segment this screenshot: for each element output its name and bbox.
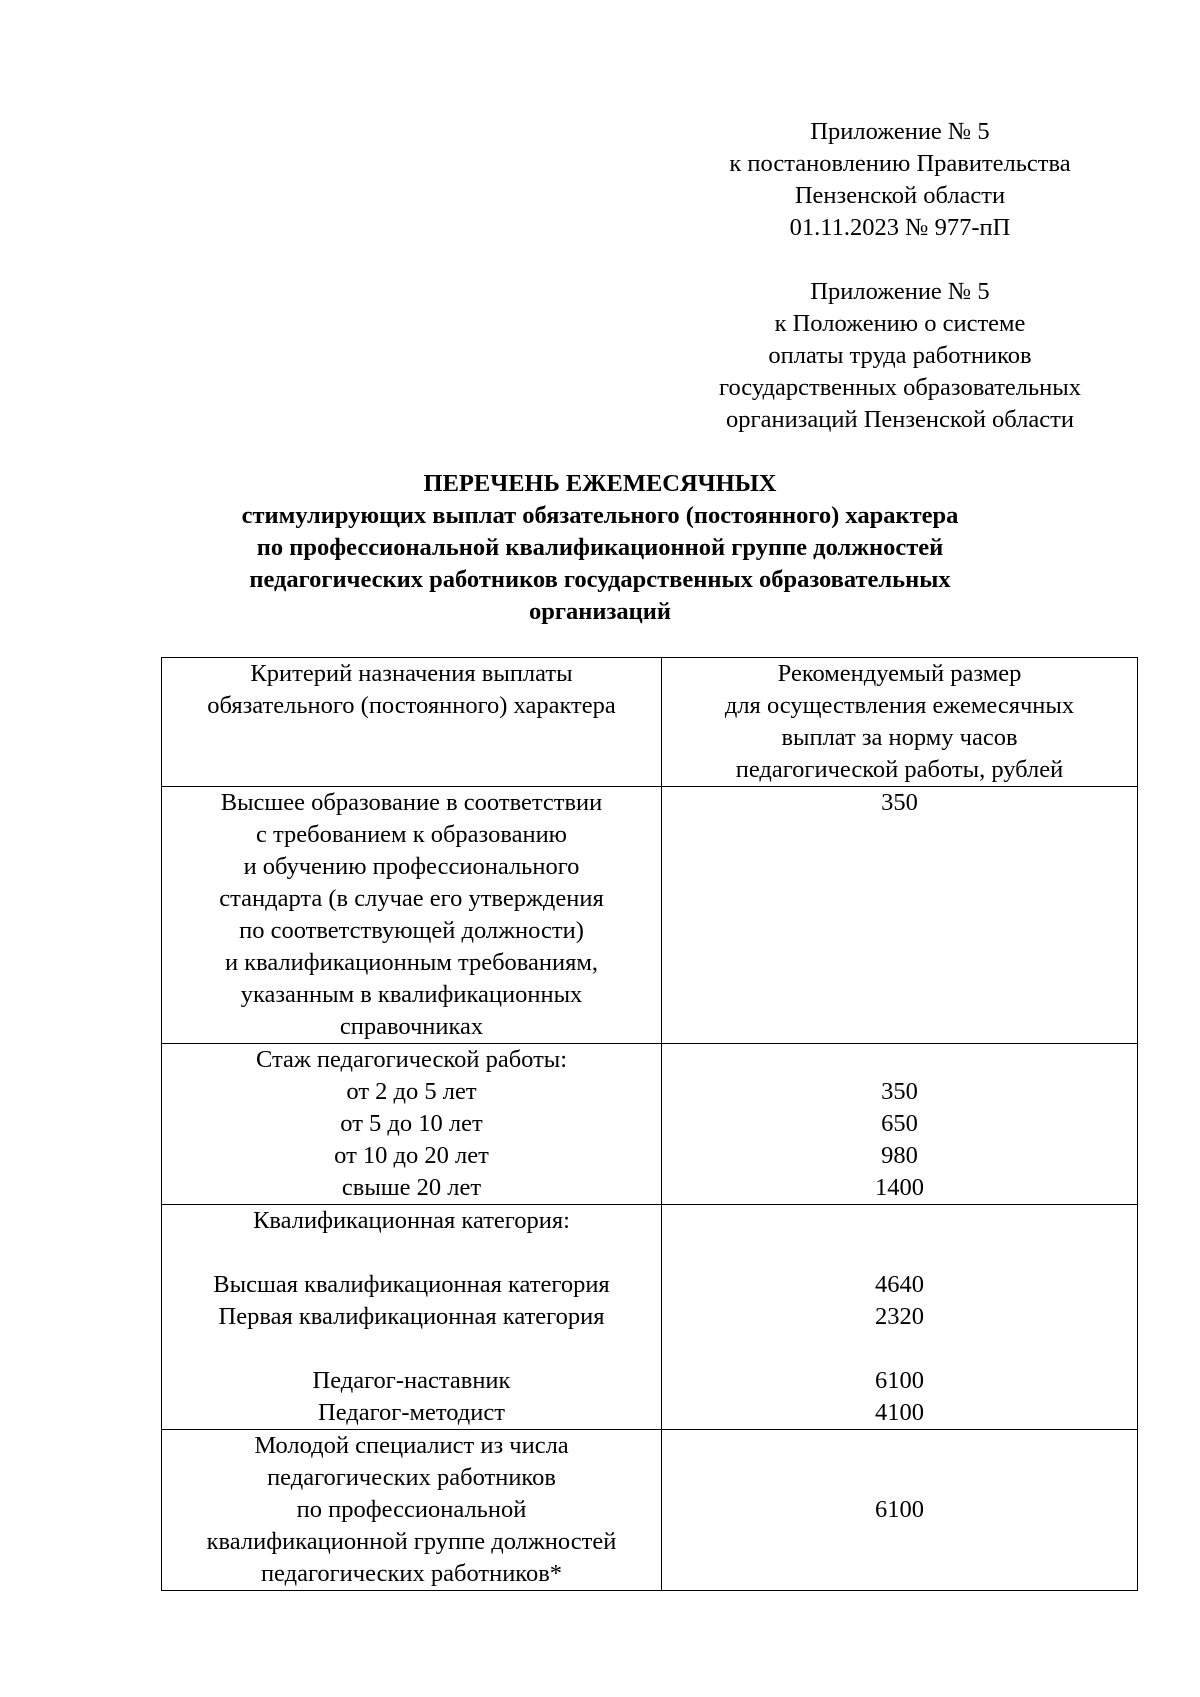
annex-header-resolution <box>630 116 1170 244</box>
title-line: организаций <box>529 598 671 625</box>
amount-value: 650 <box>881 1110 918 1137</box>
amount-value: 6100 <box>875 1496 924 1523</box>
header-line: обязательного (постоянного) характера <box>207 692 616 719</box>
amount-value: 4100 <box>875 1399 924 1426</box>
annex-header-regulation <box>630 276 1170 436</box>
annex-line: организаций Пензенской области <box>726 406 1074 433</box>
annex-line: государственных образовательных <box>719 374 1081 401</box>
criterion-line: Педагог-наставник <box>312 1367 511 1394</box>
title-line: ПЕРЕЧЕНЬ ЕЖЕМЕСЯЧНЫХ <box>423 470 777 497</box>
criterion-line: и обучению профессионального <box>243 853 580 880</box>
criterion-line: Молодой специалист из числа <box>254 1432 569 1459</box>
criterion-line: от 5 до 10 лет <box>340 1110 483 1137</box>
amount-cell <box>662 1044 1138 1205</box>
amount-value: 350 <box>881 1078 918 1105</box>
title-line: педагогических работников государственных образовательных <box>249 566 951 593</box>
table-row <box>162 1044 1138 1205</box>
criterion-cell <box>162 1205 662 1430</box>
criterion-line: и квалификационным требованиям, <box>224 949 599 976</box>
amount-value <box>662 1205 1137 1237</box>
header-amount-cell <box>662 658 1138 787</box>
annex-line: оплаты труда работников <box>768 342 1032 369</box>
annex-line: к Положению о системе <box>774 310 1026 337</box>
header-line: выплат за норму часов <box>781 724 1018 751</box>
annex-line: к постановлению Правительства <box>729 150 1071 177</box>
annex-line: Приложение № 5 <box>810 118 990 145</box>
table-row <box>162 787 1138 1044</box>
amount-value <box>662 1333 1137 1365</box>
document-title <box>130 468 1070 628</box>
amount-cell <box>662 787 1138 1044</box>
criterion-line: педагогических работников* <box>260 1560 563 1587</box>
criterion-line: квалификационной группе должностей <box>206 1528 617 1555</box>
header-line: Рекомендуемый размер <box>777 660 1022 687</box>
criterion-line: указанным в квалификационных <box>240 981 583 1008</box>
criterion-line <box>162 1237 661 1269</box>
amount-value: 6100 <box>875 1367 924 1394</box>
criterion-line: Педагог-методист <box>318 1399 505 1426</box>
amount-cell <box>662 1205 1138 1430</box>
annex-line: Приложение № 5 <box>810 278 990 305</box>
title-line: по профессиональной квалификационной группе должностей <box>256 534 944 561</box>
amount-value: 980 <box>881 1142 918 1169</box>
amount-value: 2320 <box>875 1303 924 1330</box>
criterion-line: по профессиональной <box>296 1496 527 1523</box>
table-row <box>162 1205 1138 1430</box>
title-line: стимулирующих выплат обязательного (постоянного) характера <box>241 502 959 529</box>
amount-value <box>662 1044 1137 1076</box>
table-header-row <box>162 658 1138 787</box>
criterion-line: от 2 до 5 лет <box>346 1078 477 1105</box>
criterion-line: с требованием к образованию <box>256 821 567 848</box>
criterion-line: свыше 20 лет <box>341 1174 482 1201</box>
amount-value <box>662 1237 1137 1269</box>
amount-value: 4640 <box>875 1271 924 1298</box>
criterion-line: Высшая квалификационная категория <box>213 1271 610 1298</box>
header-line: для осуществления ежемесячных <box>724 692 1075 719</box>
criterion-line: по соответствующей должности) <box>239 917 584 944</box>
amount-cell <box>662 1430 1138 1591</box>
criterion-cell <box>162 1044 662 1205</box>
header-criterion-cell <box>162 658 662 787</box>
annex-line: Пензенской области <box>794 182 1006 209</box>
criterion-line: справочниках <box>339 1013 484 1040</box>
amount-value: 350 <box>881 789 918 816</box>
header-line: Критерий назначения выплаты <box>250 660 573 687</box>
criterion-line: Стаж педагогической работы: <box>255 1046 568 1073</box>
amount-value: 1400 <box>875 1174 924 1201</box>
header-line: педагогической работы, рублей <box>735 756 1064 783</box>
criterion-line: Первая квалификационная категория <box>218 1303 605 1330</box>
criterion-line: от 10 до 20 лет <box>334 1142 489 1169</box>
payments-table <box>161 657 1138 1591</box>
criterion-line: педагогических работников <box>267 1464 556 1491</box>
criterion-line: Высшее образование в соответствии <box>220 789 603 816</box>
criterion-cell <box>162 1430 662 1591</box>
criterion-line <box>162 1333 661 1365</box>
criterion-line: Квалификационная категория: <box>253 1207 570 1234</box>
annex-line: 01.11.2023 № 977-пП <box>789 214 1011 241</box>
criterion-line: стандарта (в случае его утверждения <box>219 885 604 912</box>
criterion-cell <box>162 787 662 1044</box>
table-row <box>162 1430 1138 1591</box>
